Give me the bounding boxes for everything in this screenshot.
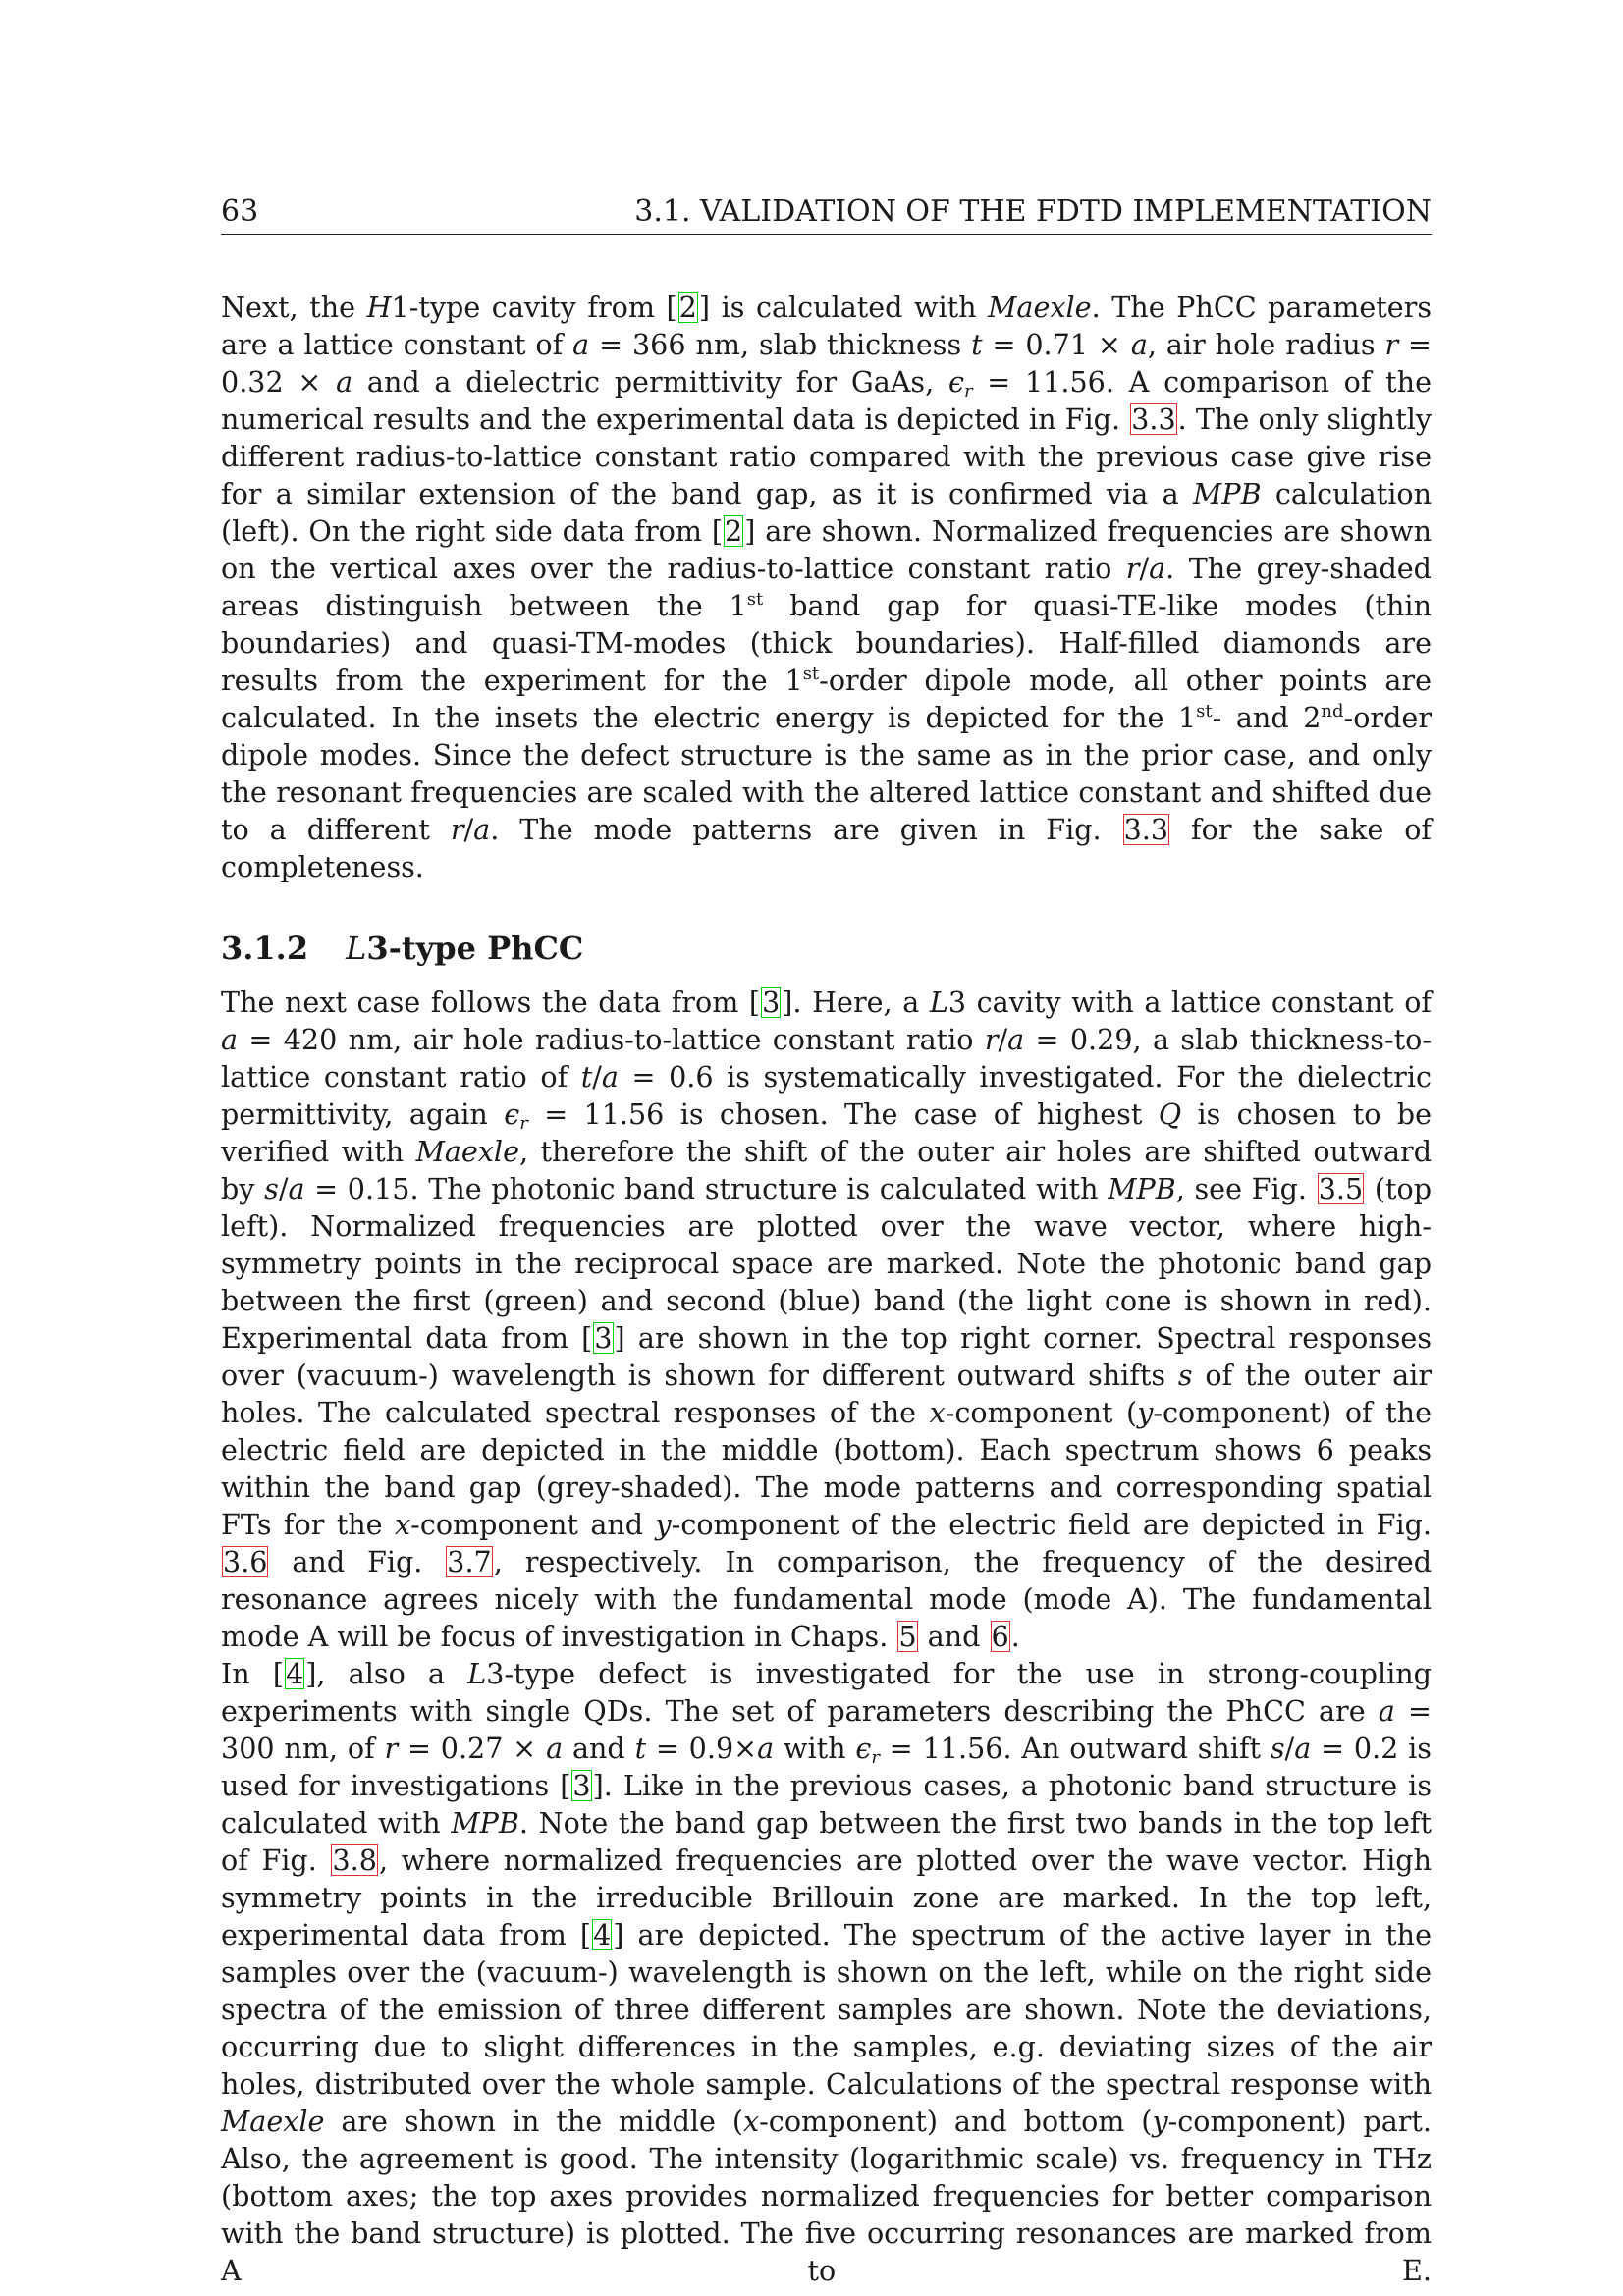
section-title: 3-type PhCC: [366, 930, 584, 967]
citation-link[interactable]: 3: [572, 1769, 591, 1802]
paragraph-l3-strong-coupling: In [4], also a L3-type defect is investigated for the use in strong-coupling experiments with single QDs. The set of parameters describing the PhCC are a = 300 nm, of r = 0.27 × a and t = 0.9×a with $\epsilon_r = 11.56$. An outward shift s/a = 0.2 is used for investigations [3]. Like in the previous cases, a photonic band structure is calculated with MPB. Note the band gap between the first two bands in the top left of Fig. 3.8, where normalized frequencies are plotted over the wave vector. High symmetry points in the irreducible Brillouin zone are marked. In the top left, experimental data from [4] are depicted. The spectrum of the active layer in the samples over the (vacuum-) wavelength is shown on the left, while on the right side spectra of the emission of three different samples are shown. Note the deviations, occurring due to slight differences in the samples, e.g. deviating sizes of the air holes, distributed over the whole sample. Calculations of the spectral response with Maexle are shown in the middle (x-component) and bottom (y-component) part. Also, the agreement is good. The intensity (logarithmic scale) vs. frequency in THz (bottom axes; the top axes provides normalized frequencies for better comparison with the band structure) is plotted. The five occurring resonances are marked from A to E.: [221, 1657, 1432, 2287]
figure-link[interactable]: 3.7: [447, 1545, 492, 1578]
figure-link[interactable]: 3.3: [1131, 402, 1176, 436]
figure-link[interactable]: 3.3: [1123, 813, 1169, 846]
figure-link[interactable]: 3.5: [1318, 1172, 1364, 1205]
section-number: 3.1.2: [221, 930, 309, 967]
citation-link[interactable]: 4: [593, 1918, 612, 1951]
paragraph-l3-case: The next case follows the data from [3]. Here, a L3 cavity with a lattice constant of a = 420 nm, air hole radius-to-lattice constant ratio r/a = 0.29, a slab thickness-to-lattice constant ratio of t/a = 0.6 is systematically investigated. For the dielectric permittivity, again $\epsilon_r = 11.56$ is chosen. The case of highest Q is chosen to be verified with Maexle, therefore the shift of the outer air holes are shifted outward by s/a = 0.15. The photonic band structure is calculated with MPB, see Fig. 3.5 (top left). Normalized frequencies are plotted over the wave vector, where high-symmetry points in the reciprocal space are marked. Note the photonic band gap between the first (green) and second (blue) band (the light cone is shown in red). Experimental data from [3] are shown in the top right corner. Spectral responses over (vacuum-) wavelength is shown for different outward shifts s of the outer air holes. The calculated spectral responses of the x-component (y-component) of the electric field are depicted in the middle (bottom). Each spectrum shows 6 peaks within the band gap (grey-shaded). The mode patterns and corresponding spatial FTs for the x-component and y-component of the electric field are depicted in Fig. 3.6 and Fig. 3.7, respectively. In comparison, the frequency of the desired resonance agrees nicely with the fundamental mode (mode A). The fundamental mode A will be focus of investigation in Chaps. 5 and 6.: [221, 986, 1433, 1653]
section-heading: [221, 929, 1432, 968]
citation-link[interactable]: 2: [725, 514, 743, 548]
citation-link[interactable]: 4: [286, 1657, 304, 1690]
page-number: 63: [221, 194, 259, 229]
running-title: 3.1. VALIDATION OF THE FDTD IMPLEMENTATION: [634, 194, 1432, 229]
figure-link[interactable]: 3.8: [332, 1843, 377, 1877]
chapter-link[interactable]: 6: [991, 1620, 1009, 1653]
main-text: [221, 289, 1432, 2289]
figure-link[interactable]: 3.6: [223, 1545, 268, 1578]
paragraph-h1-cavity: Next, the H1-type cavity from [2] is calculated with Maexle. The PhCC parameters are a lattice constant of a = 366 nm, slab thickness t = 0.71 × a, air hole radius r = 0.32 × a and a dielectric permittivity for GaAs, $\epsilon_r = 11.56$. A comparison of the numerical results and the experimental data is depicted in Fig. 3.3. The only slightly different radius-to-lattice constant ratio compared with the previous case give rise for a similar extension of the band gap, as it is confirmed via a MPB calculation (left). On the right side data from [2] are shown. Normalized frequencies are shown on the vertical axes over the radius-to-lattice constant ratio r/a. The grey-shaded areas distinguish between the 1st band gap for quasi-TE-like modes (thin boundaries) and quasi-TM-modes (thick boundaries). Half-filled diamonds are results from the experiment for the 1st-order dipole mode, all other points are calculated. In the insets the electric energy is depicted for the 1st- and 2nd-order dipole modes. Since the defect structure is the same as in the prior case, and only the resonant frequencies are scaled with the altered lattice constant and shifted due to a different r/a. The mode patterns are given in Fig. 3.3 for the sake of completeness.: [221, 291, 1433, 883]
chapter-link[interactable]: 5: [898, 1620, 917, 1653]
citation-link[interactable]: 3: [594, 1321, 613, 1355]
running-header: [221, 192, 1432, 235]
citation-link[interactable]: 3: [762, 986, 781, 1019]
section-title-prefix: L: [346, 930, 367, 967]
citation-link[interactable]: 2: [678, 291, 697, 324]
